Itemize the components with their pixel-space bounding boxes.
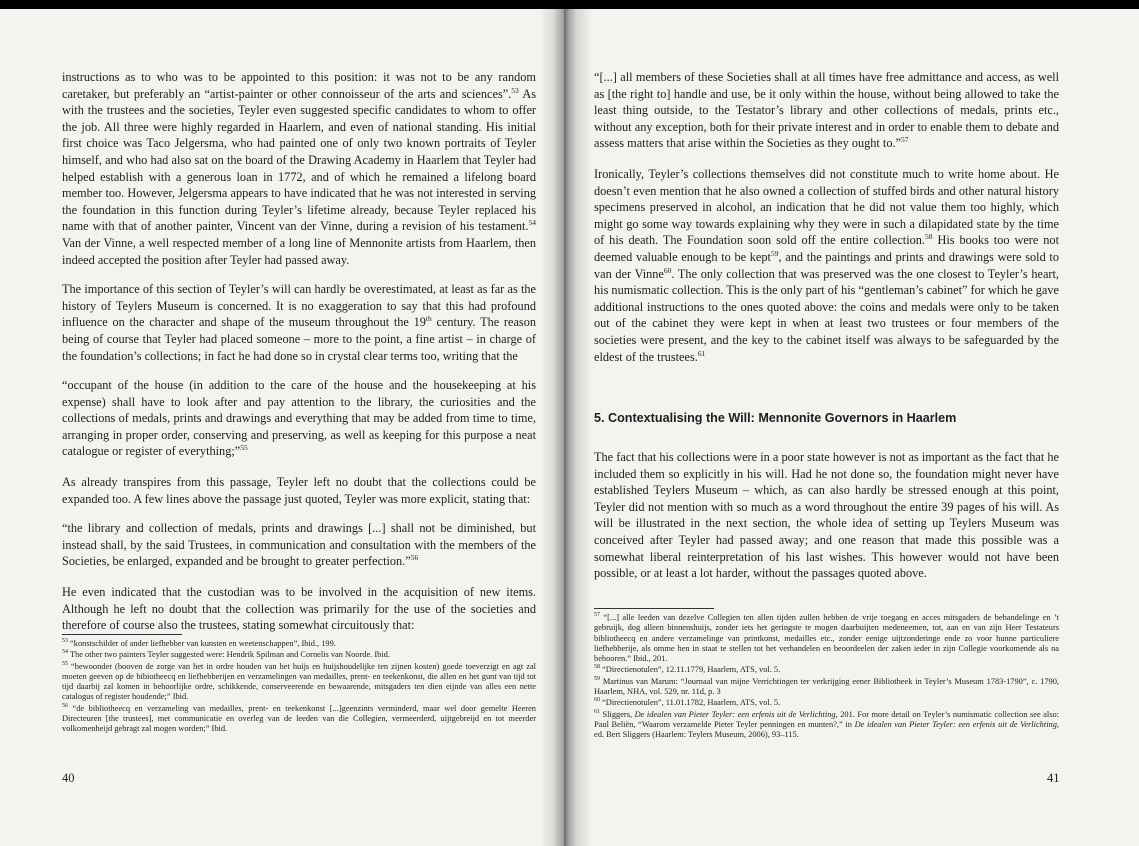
footnote: [594, 665, 1059, 675]
page-number-right: 41: [1047, 771, 1060, 785]
body-paragraph: [62, 69, 536, 268]
footnote-text: The other two painters Teyler suggested were: Hendrik Spilman and Cornelis van Noorde. Ibid.: [68, 650, 390, 660]
footnote-ref: 55: [240, 443, 248, 453]
footnote-ref: 59: [770, 248, 779, 258]
footnote: [594, 677, 1059, 698]
footnote-title: De idealen van Pieter Teyler: een erfenis uit de Verlichting: [854, 719, 1057, 729]
text-run: “[...] all members of these Societies shall at all times have free admittance and access, as well as [the right to] handle and use, be it only within the house, without being allowed to take the least thing outside, to the Testator’s library and other collections of medals, prints etc., without any exception, both for their private interest and in order to enable them to debate and assess matters that arise within the Societies as they ought to.”: [594, 70, 1059, 151]
text-run: instructions as to who was to be appointed to this position: it was not to be any random caretaker, but preferably an “artist-painter or other connoisseur of the arts and sciences”.: [62, 70, 536, 101]
footnote: [594, 710, 1059, 741]
text-run: The importance of this section of Teyler’s will can hardly be overestimated, at least as far as the history of Teylers Museum is concerned. It is no exaggeration to say that this had profound influence on the character and shape of the museum throughout the 19: [62, 282, 536, 330]
footnote: [62, 639, 536, 649]
book-spine-fold: [564, 9, 592, 846]
page-number-left: 40: [62, 771, 75, 785]
footnote-number: 61: [594, 708, 600, 715]
footnote-text: “Directienotulen”, 11.01.1782, Haarlem, ATS, vol. 5.: [600, 698, 781, 708]
footnote-number: 57: [594, 612, 600, 619]
footnote-number: 59: [594, 675, 600, 682]
footnote-ref: 54: [528, 218, 536, 228]
footnote-number: 53: [62, 638, 68, 645]
footnote-title: De idealen van Pieter Teyler: een erfenis uit de Verlichting: [634, 709, 836, 719]
footnote: [62, 650, 536, 660]
footnote-ref: th: [425, 314, 432, 324]
block-quote: [62, 377, 536, 460]
footnote: [62, 704, 536, 735]
footnote-ref: 61: [697, 348, 706, 358]
text-run: century. The reason being of course that Teyler had placed someone – more to the point, a fine artist – in charge of the foundation’s collections; in fact he had done so in crystal clear terms too, writing that the: [62, 315, 536, 363]
footnote-rule: [62, 634, 182, 635]
text-run: As already transpires from this passage, Teyler left no doubt that the collections could be expanded too. A few lines above the passage just quoted, Teyler was more explicit, stating that:: [62, 475, 536, 506]
footnote-text: “de bibliotheecq en verzameling van medailles, prent- en teekenkonst [...]geenzints verminderd, maar wel door gemelte Heeren Directeuren [the trustees], met communicatie en overleg van de leeden van die Collegien, vermeerderd, uijtgebreijd en tot meerder volkomenheijd gebragt zal mogen worden;” Ibid.: [62, 703, 536, 734]
footnote-number: 56: [62, 702, 68, 709]
footnote-ref: 53: [511, 85, 519, 95]
footnote-text: “bewoonder (booven de zorge van het in ordre houden van het huijs en huijshoudelijke ten zijnen kosten) goede toeverzigt en agt zal moeten geeven op de bibiotheecq en liefhebberijen en verzamelingen van medailles, prent- en teekenkonst, die allen en het gunt van tijd tot tijd daarbij zal komen in behoorlijke ordre, schikkende, conserveerende en bewaarende, mitsgaders ten dien eijnde van alles een nette catalogus of register houdende;” Ibid.: [62, 661, 536, 702]
body-paragraph: The fact that his collections were in a poor state however is not as important as the fact that he included them so explicitly in his will. Had he not done so, the foundation might never have established Teylers Museum – which, as can also hardly be stressed enough at this point, Teyler did not mention with so much as a word throughout the entire 39 pages of his will. As will be illustrated in the next section, the whole idea of setting up Teylers Museum was conceived after Teyler had passed away; and one reason that made this possible was a somewhat liberal reinterpretation of his last wishes. This however would not have been possible, or at least a lot harder, without the passages quoted above.: [594, 450, 1059, 581]
footnote-ref: 58: [925, 232, 933, 242]
footnote: [62, 662, 536, 703]
left-footnotes: [62, 639, 536, 736]
footnote-text: Sliggers,: [600, 709, 635, 719]
footnote-text: , ed. Bert Sliggers (Haarlem: Teylers Museum, 2006), 93–115.: [594, 719, 1059, 740]
text-run: He even indicated that the custodian was to be involved in the acquisition of new items. Although he left no doubt that the collection was primarily for the use of the societies and therefore of course also the trustees, stating somewhat circuitously that:: [62, 585, 536, 633]
text-run: “occupant of the house (in addition to the care of the house and the housekeeping at his expense) shall have to look after and pay attention to the library, the curiosities and the collections of medals, prints and drawings and everything that may be added from time to time, arranging in proper order, conserving and preserving, as well as keeping for this purpose a neat catalogue or register of everything;”: [62, 378, 536, 459]
footnote-text: “Directienotulen”, 12.11.1779, Haarlem, ATS, vol. 5.: [600, 665, 781, 675]
footnote-ref: 56: [410, 553, 419, 563]
right-page-body: [594, 69, 1059, 378]
footnote-number: 55: [62, 660, 68, 667]
right-footnotes: [594, 613, 1059, 742]
text-run: , and the paintings and prints and drawings were sold to van der Vinne: [594, 249, 1059, 281]
text-run: Ironically, Teyler’s collections themselves did not constitute much to write home about. He doesn’t even mention that he also owned a collection of stuffed birds and other natural history specimens preserved in alcohol, an indication that he did not value them too highly, which might go some way towards explaining why they were in such a dilapidated state by the time of his death. The Foundation soon sold off the entire collection.: [594, 166, 1059, 248]
book-gutter-shadow: [540, 9, 564, 846]
footnote-text: “konstschilder of ander liefhebber van kunsten en weetenschappen”, Ibid., 199.: [68, 639, 336, 648]
body-paragraph: [594, 166, 1059, 365]
footnote-text: “[...] alle leeden van dezelve Collegien ten allen tijden zullen hebben de vrije toegang en acces mitsgaders de behandelinge en ’t gebruijk, dog alleen binnenshuijs, zonder iets het geringste te mogen daarbuijten medeneemen, tot, aan en van zijn Heer Testateurs bibliotheecq en andere verzamelinge van printkonst, medailles etc., zonder eenige uijtzonderinge ende zo voor hunne particuliere liefhebberije, als omme hen in staat te stellen tot het verhandelen en beoordeelen der zaken ieder in zijn Collegie voorkomende als na behooren.” Ibid., 201.: [594, 613, 1059, 664]
section-heading: 5. Contextualising the Will: Mennonite Governors in Haarlem: [594, 411, 957, 425]
text-run: “the library and collection of medals, prints and drawings [...] shall not be diminished, but instead shall, by the said Trustees, in communication and consultation with the members of the Societies, be enlarged, expanded and be brought to greater perfection.”: [62, 521, 536, 569]
text-run: His books too were not deemed valuable enough to be kept: [594, 233, 1059, 264]
left-page: [0, 9, 564, 846]
body-paragraph: [62, 474, 536, 507]
footnote-rule: [594, 608, 714, 609]
footnote-number: 60: [594, 697, 600, 704]
footnote-text: , 201. For more detail on Teyler’s numismatic collection see also: Paul Beliën, “Waarom verzamelde Pieter Teyler penningen en munten?,” in: [594, 709, 1059, 729]
body-paragraph: [62, 281, 536, 364]
footnote: [594, 613, 1059, 664]
footnote-ref: 60: [663, 265, 672, 275]
text-run: . The only collection that was preserved was the one closest to Teyler’s heart, his numismatic collection. This is the only part of his “gentleman’s cabinet” for which he gave additional instructions to the ones quoted above: the coins and medals were only to be taken out of the cabinet they were kept in when at least two trustees or four members of the societies were present, and the key to the cabinet itself was always to be safeguarded by the eldest of the trustees.: [594, 266, 1059, 364]
left-page-body: [62, 69, 536, 647]
right-page: [564, 9, 1139, 846]
text-run: As with the trustees and the societies, Teyler even suggested specific candidates to whom to offer the job. All three were highly regarded in Haarlem, and even of national standing. His initial first choice was Taco Jelgersma, who had painted one of only two known portraits of Teyler himself, and who had also sat on the board of the Drawing Academy in Haarlem that Teyler had helped establish with a generous loan in 1772, and of which he remained a lifelong board member too. However, Jelgersma appears to have indicated that he was not interested in serving the foundation in this function during Teyler’s lifetime already, because Teyler replaced his name with that of another painter, Vincent van der Vinne, during a revision of his testament.: [62, 86, 537, 234]
text-run: Van der Vinne, a well respected member of a long line of Mennonite artists from Haarlem, then indeed accepted the position after Teyler had passed away.: [62, 235, 536, 267]
footnote-text: Martinus van Marum: “Journaal van mijne Verrichtingen ter verkrijging eener Bibliotheek in Teyler’s Museum 1783-1790”, c. 1790, Haarlem, NHA, vol. 529, nr. 11d, p. 3: [594, 676, 1059, 697]
block-quote: [62, 520, 536, 570]
footnote-number: 54: [62, 649, 68, 656]
footnote: [594, 698, 1059, 708]
body-paragraph: [62, 584, 536, 634]
footnote-number: 58: [594, 664, 600, 671]
block-quote: [594, 69, 1059, 152]
footnote-ref: 57: [901, 135, 909, 145]
